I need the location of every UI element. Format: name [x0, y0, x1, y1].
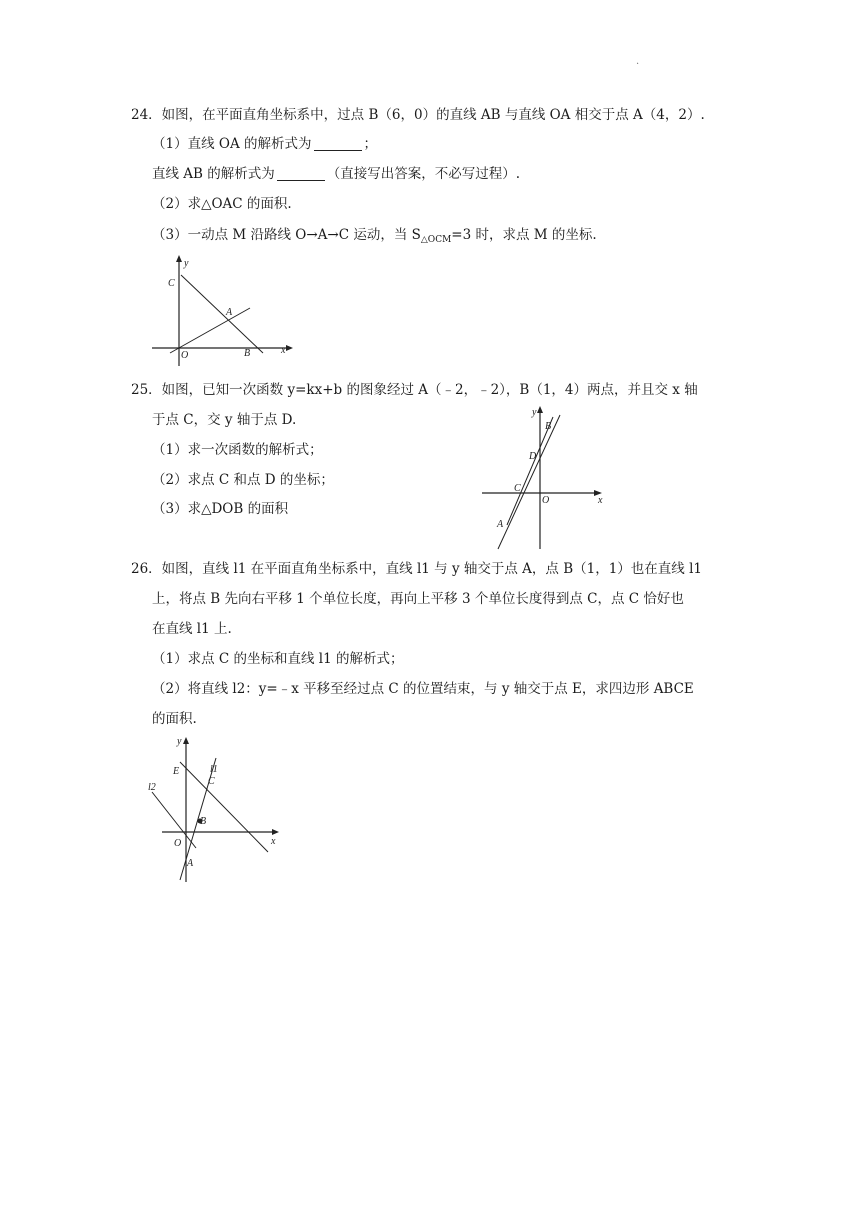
q26-label-l2: l2 [148, 782, 156, 793]
corner-mark: . [636, 56, 640, 67]
q24-label-x: x [281, 345, 286, 356]
q24-part1a-post: ； [363, 136, 377, 152]
q26-label-o: O [174, 838, 182, 849]
q26-x-arrow [272, 829, 279, 835]
q25-label-c: C [514, 483, 521, 494]
q24-y-arrow [176, 255, 182, 262]
q26-label-e: E [173, 766, 180, 777]
q24-answer-blank-1 [314, 136, 362, 151]
q26-label-x: x [271, 836, 276, 847]
q26-label-b: B [200, 816, 207, 827]
q26-label-c: C [208, 776, 215, 787]
q25-label-b: B [545, 421, 552, 432]
q25-part1: （1）求一次函数的解析式； [152, 442, 323, 458]
q25-label-a: A [497, 519, 504, 530]
q24-part1a-pre: （1）直线 OA 的解析式为 [152, 136, 312, 152]
q24-line-ab [181, 275, 263, 353]
q26-part2-line2: 的面积. [152, 711, 197, 727]
q25-line-ob [498, 415, 560, 549]
q25-stem-line2: 于点 C，交 y 轴于点 D. [152, 412, 297, 428]
q24-label-c: C [168, 278, 175, 289]
q24-line-oa [170, 308, 250, 353]
q24-x-arrow [286, 345, 293, 351]
q24-label-y: y [184, 258, 189, 269]
q26-stem-line1: 26．如图，直线 l1 在平面直角坐标系中，直线 l1 与 y 轴交于点 A，点 B（1，1）也在直线 l1 [131, 561, 702, 577]
q25-label-d: D [529, 451, 537, 462]
q24-part3 [152, 225, 597, 250]
q25-label-x: x [598, 495, 603, 506]
q26-stem-line2: 上，将点 B 先向右平移 1 个单位长度，再向上平移 3 个单位长度得到点 C，点 C 恰好也 [152, 591, 684, 607]
q26-part1: （1）求点 C 的坐标和直线 l1 的解析式； [152, 651, 404, 667]
q24-label-o: O [181, 350, 189, 361]
q25-stem-line1: 25．如图，已知一次函数 y=kx+b 的图象经过 A（﹣2，﹣2），B（1，4）两点，并且交 x 轴 [131, 382, 698, 398]
q24-part1b-post: （直接写出答案，不必写过程）. [326, 166, 521, 182]
q25-line-ab [507, 417, 553, 525]
q24-part1a [152, 134, 377, 154]
q26-line-ce [180, 762, 268, 852]
q24-part3-pre: （3）一动点 M 沿路线 O→A→C 运动，当 S [152, 227, 421, 243]
q25-label-y: y [532, 407, 537, 418]
q24-part2: （2）求△OAC 的面积. [152, 196, 292, 212]
q25-part2: （2）求点 C 和点 D 的坐标； [152, 472, 334, 488]
q25-part3: （3）求△DOB 的面积 [152, 501, 289, 517]
q25-figure [478, 403, 608, 551]
q24-part1b-pre: 直线 AB 的解析式为 [152, 166, 275, 182]
q26-figure [144, 732, 284, 884]
q24-stem: 24．如图，在平面直角坐标系中，过点 B（6，0）的直线 AB 与直线 OA 相交于点 A（4，2）. [131, 107, 705, 123]
q24-label-b: B [244, 348, 251, 359]
q25-label-o: O [542, 495, 550, 506]
q26-label-y: y [177, 736, 182, 747]
q26-part2-line1: （2）将直线 l2：y=﹣x 平移至经过点 C 的位置结束，与 y 轴交于点 E，求四边形 ABCE [152, 681, 694, 697]
q26-label-l1: l1 [210, 764, 218, 775]
q26-stem-line3: 在直线 l1 上. [152, 621, 232, 637]
q24-part1b [152, 164, 520, 184]
q26-y-arrow [183, 737, 189, 744]
q24-figure [148, 252, 298, 372]
q24-answer-blank-2 [277, 166, 325, 181]
q25-y-arrow [537, 406, 543, 413]
q26-label-a: A [187, 858, 194, 869]
q24-part3-subscript: △OCM [420, 235, 452, 245]
q24-label-a: A [226, 307, 233, 318]
q24-part3-post: =3 时，求点 M 的坐标. [451, 227, 597, 243]
